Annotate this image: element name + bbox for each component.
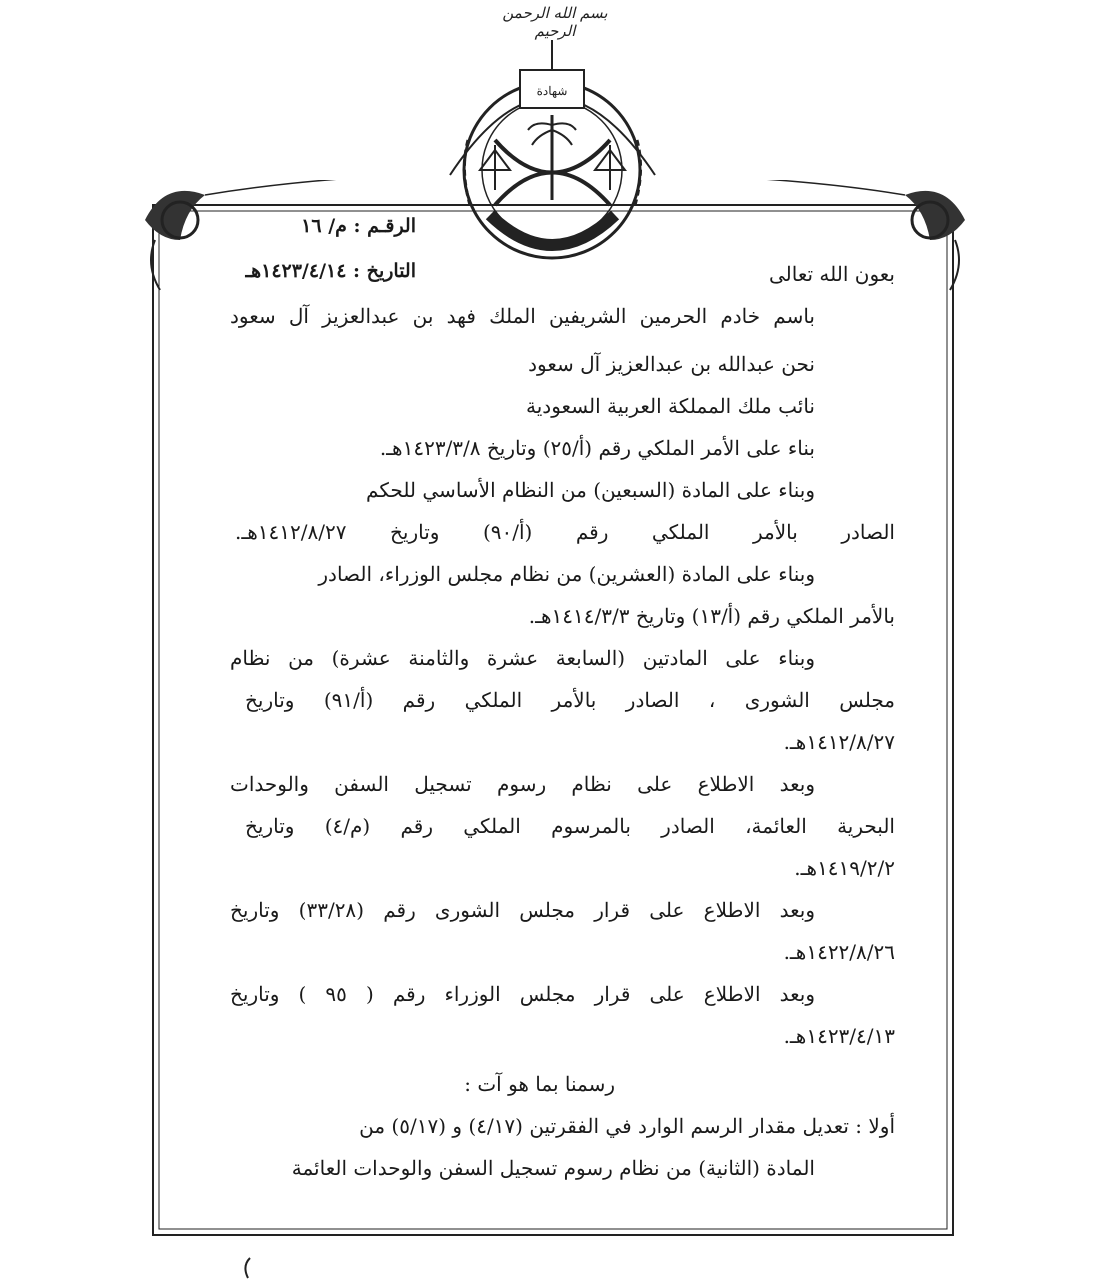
decree-line: رسمنا بما هو آت : [464, 1072, 615, 1096]
body-line: وبناء على المادة (العشرين) من نظام مجلس الوزراء، الصادر [318, 562, 815, 586]
body-line: بالأمر الملكي رقم (أ/١٣) وتاريخ ١٤١٤/٣/٣هـ. [528, 604, 895, 628]
body-line: الصادر بالأمر الملكي رقم (أ/٩٠) وتاريخ ١٤١٢/٨/٢٧هـ. [235, 520, 895, 544]
body-line: ١٤١٩/٢/٢هـ. [794, 856, 895, 880]
body-line: نحن عبدالله بن عبدالعزيز آل سعود [528, 352, 815, 376]
body-line: وبعد الاطلاع على نظام رسوم تسجيل السفن والوحدات [230, 772, 815, 796]
basmala: بسم الله الرحمن الرحيم [502, 4, 608, 40]
body-line: بناء على الأمر الملكي رقم (أ/٢٥) وتاريخ ١٤٢٣/٣/٨هـ. [379, 436, 815, 460]
body-line: ١٤١٢/٨/٢٧هـ. [783, 730, 895, 754]
page-mark-icon [238, 1256, 258, 1280]
article-one-line: المادة (الثانية) من نظام رسوم تسجيل السفن والوحدات العائمة [291, 1156, 815, 1180]
body-line: وبعد الاطلاع على قرار مجلس الشورى رقم (٣٣/٢٨) وتاريخ [230, 898, 815, 922]
body-line: مجلس الشورى ، الصادر بالأمر الملكي رقم (أ/٩١) وتاريخ [245, 688, 895, 712]
body-line: البحرية العائمة، الصادر بالمرسوم الملكي رقم (م/٤) وتاريخ [245, 814, 895, 838]
body-line: وبعد الاطلاع على قرار مجلس الوزراء رقم ( ٩٥ ) وتاريخ [230, 982, 815, 1006]
reference-number: الرقـم : م/ ١٦ [301, 215, 416, 237]
body-line: نائب ملك المملكة العربية السعودية [526, 394, 815, 418]
body-line: وبناء على المادتين (السابعة عشرة والثامنة عشرة) من نظام [230, 646, 815, 670]
body-line: ١٤٢٣/٤/١٣هـ. [783, 1024, 895, 1048]
body-line: باسم خادم الحرمين الشريفين الملك فهد بن عبدالعزيز آل سعود [230, 304, 815, 328]
body-line: وبناء على المادة (السبعين) من النظام الأساسي للحكم [366, 478, 815, 502]
svg-text:شهادة: شهادة [536, 84, 568, 98]
opening-line: بعون الله تعالى [768, 262, 895, 286]
article-one-line: أولا : تعديل مقدار الرسم الوارد في الفقرتين (٤/١٧) و (٥/١٧) من [359, 1114, 895, 1138]
document-date: التاريخ : ١٤٢٣/٤/١٤هـ [245, 260, 416, 282]
body-line: ١٤٢٢/٨/٢٦هـ. [783, 940, 895, 964]
